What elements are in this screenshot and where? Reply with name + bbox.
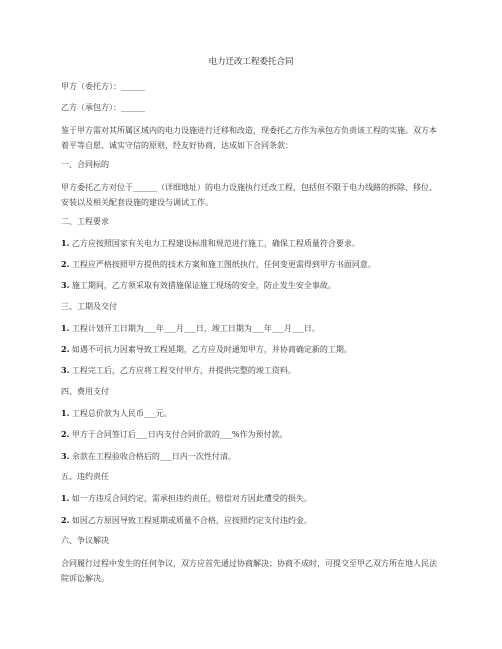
subject-paragraph: 甲方委托乙方对位于______（详细地址）的电力设施执行迁改工程，包括但不限于电力线路的拆除、移位、安装以及相关配套设施的建设与调试工作。 bbox=[61, 183, 437, 207]
item-number: 1. bbox=[61, 408, 70, 418]
schedule-item-1 bbox=[61, 322, 441, 335]
schedule-item-2 bbox=[61, 343, 441, 356]
item-number: 3. bbox=[61, 280, 70, 290]
item-number: 2. bbox=[61, 344, 70, 354]
liability-item-1 bbox=[61, 492, 441, 505]
preamble-paragraph: 鉴于甲方需对其所属区域内的电力设施进行迁移和改造，现委托乙方作为承包方负责该工程的实施。双方本着平等自愿、诚实守信的原则，经友好协商，达成如下合同条款： bbox=[61, 126, 437, 150]
item-text: 工程应严格按照甲方提供的技术方案和施工图纸执行，任何变更需得到甲方书面同意。 bbox=[69, 260, 376, 269]
item-text: 如因乙方原因导致工程延期或质量不合格，应按照约定支付违约金。 bbox=[69, 516, 312, 525]
section-heading-requirements: 二、工程要求 bbox=[61, 217, 109, 226]
item-text: 如一方违反合同约定，需承担违约责任，赔偿对方因此遭受的损失。 bbox=[69, 494, 312, 503]
section-heading-subject: 一、合同标的 bbox=[61, 160, 109, 169]
item-number: 2. bbox=[61, 259, 70, 269]
item-text: 余款在工程验收合格后的___日内一次性付清。 bbox=[69, 452, 236, 461]
section-heading-schedule: 三、工期及交付 bbox=[61, 302, 117, 311]
item-number: 3. bbox=[61, 451, 70, 461]
contract-title: 电力迁改工程委托合同 bbox=[208, 57, 294, 67]
requirements-item-1 bbox=[61, 237, 441, 250]
schedule-item-3 bbox=[61, 364, 441, 377]
section-heading-payment: 四、费用支付 bbox=[61, 387, 109, 396]
party-b-line: 乙方（承包方）：______ bbox=[61, 103, 145, 112]
payment-item-2 bbox=[61, 428, 441, 441]
item-text: 施工期间，乙方须采取有效措施保证施工现场的安全，防止发生安全事故。 bbox=[69, 281, 336, 290]
payment-item-3 bbox=[61, 450, 441, 463]
item-number: 1. bbox=[61, 323, 70, 333]
requirements-item-3 bbox=[61, 279, 441, 292]
item-text: 工程总价款为人民币___元。 bbox=[69, 409, 172, 418]
item-number: 2. bbox=[61, 515, 70, 525]
item-text: 乙方应按照国家有关电力工程建设标准和规范进行施工，确保工程质量符合要求。 bbox=[69, 239, 360, 248]
item-number: 2. bbox=[61, 429, 70, 439]
item-number: 1. bbox=[61, 493, 70, 503]
item-number: 3. bbox=[61, 365, 70, 375]
item-number: 1. bbox=[61, 238, 70, 248]
dispute-paragraph: 合同履行过程中发生的任何争议，双方应首先通过协商解决；协商不成时，可提交至甲乙双方所在地人民法院诉讼解决。 bbox=[61, 559, 437, 583]
section-heading-liability: 五、违约责任 bbox=[61, 472, 109, 481]
section-heading-dispute: 六、争议解决 bbox=[61, 536, 109, 545]
item-text: 如遇不可抗力因素导致工程延期，乙方应及时通知甲方，并协商确定新的工期。 bbox=[69, 345, 352, 354]
party-a-line: 甲方（委托方）：______ bbox=[61, 82, 145, 91]
payment-item-1 bbox=[61, 407, 441, 420]
item-text: 工程完工后，乙方应将工程交付甲方，并提供完整的竣工资料。 bbox=[69, 366, 296, 375]
liability-item-2 bbox=[61, 514, 441, 527]
item-text: 甲方于合同签订后___日内支付合同价款的___%作为预付款。 bbox=[69, 430, 288, 439]
item-text: 工程计划开工日期为___年___月___日，竣工日期为___年___月___日。 bbox=[69, 324, 320, 333]
requirements-item-2 bbox=[61, 258, 441, 271]
